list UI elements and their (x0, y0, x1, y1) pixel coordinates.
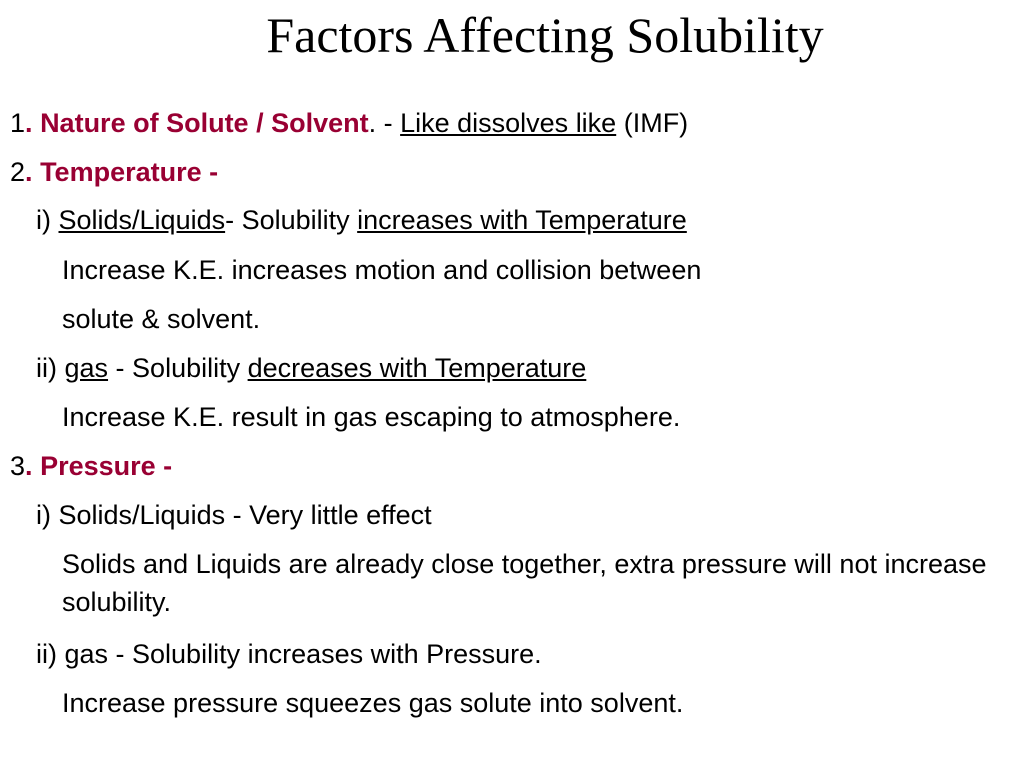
item-dash: - (155, 451, 173, 481)
pressure-solids-explain: Solids and Liquids are already close together, extra pressure will not increase solubility. (62, 549, 987, 617)
temperature-solids-explain-1: Increase K.E. increases motion and collision between (62, 255, 702, 285)
sub-term: gas (64, 353, 109, 383)
item-punct: . - (368, 108, 401, 138)
item-heading: Temperature (40, 157, 202, 187)
pressure-solids-liquids: i) Solids/Liquids - Very little effect (36, 500, 432, 530)
item-pressure (10, 449, 172, 483)
item-number-dot: . (25, 451, 33, 481)
pressure-gas-explain: Increase pressure squeezes gas solute into solvent. (62, 688, 684, 718)
item-heading: Pressure (40, 451, 156, 481)
pressure-gas: ii) gas - Solubility increases with Pressure. (36, 639, 542, 669)
sub-mid: - Solubility (225, 205, 358, 235)
item-nature-of-solute (10, 106, 688, 140)
temperature-solids-liquids (36, 203, 687, 237)
item-number: 2 (10, 157, 26, 187)
sub-mid: - Solubility (108, 353, 248, 383)
sub-prefix: i) (36, 205, 59, 235)
sub-effect: increases with Temperature (357, 205, 687, 235)
like-dissolves-like: Like dissolves like (400, 108, 617, 138)
sub-effect: decreases with Temperature (247, 353, 587, 383)
item-heading: Nature of Solute / Solvent (40, 108, 369, 138)
item-number-dot: . (25, 157, 33, 187)
temperature-solids-explain-2: solute & solvent. (62, 304, 261, 334)
item-dash: - (201, 157, 219, 187)
item-tail: (IMF) (616, 108, 689, 138)
slide-title: Factors Affecting Solubility (266, 7, 824, 63)
sub-term: Solids/Liquids (58, 205, 226, 235)
item-number: 3 (10, 451, 26, 481)
item-number-dot: . (25, 108, 33, 138)
item-number: 1 (10, 108, 26, 138)
temperature-gas (36, 351, 586, 385)
item-temperature (10, 155, 218, 189)
temperature-gas-explain: Increase K.E. result in gas escaping to atmosphere. (62, 402, 681, 432)
sub-prefix: ii) (36, 353, 65, 383)
